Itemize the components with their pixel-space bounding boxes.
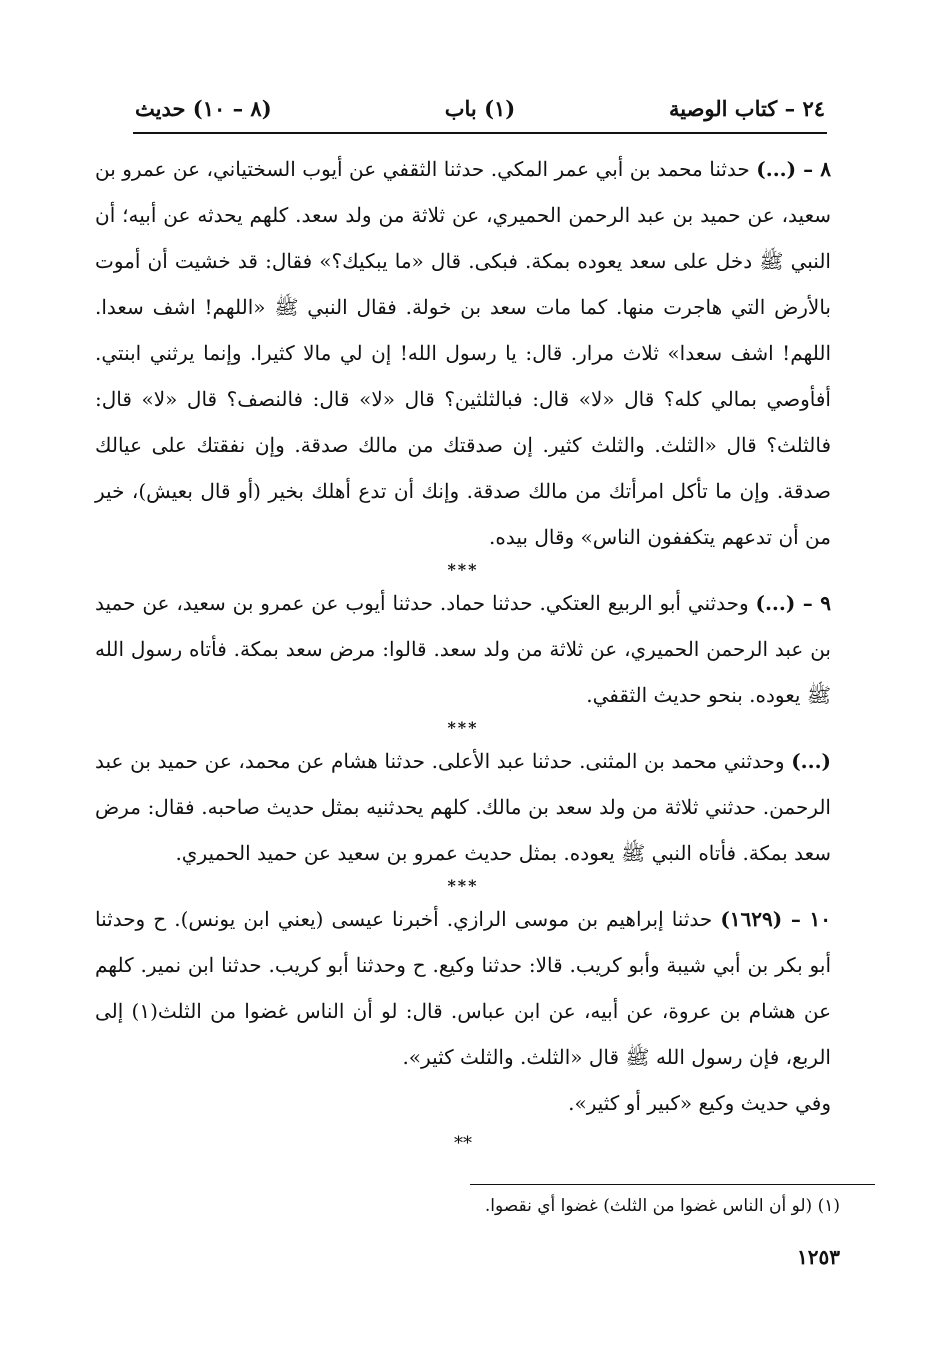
hadith-8-text: حدثنا محمد بن أبي عمر المكي. حدثنا الثقفي عن أيوب السختياني، عن عمرو بن سعيد، عن حميد بن عبد الرحمن الحميري، عن ثلاثة من ولد سعد. كلهم يحدثه عن أبيه؛ أن النبي ﷺ دخل على سعد يعوده بمكة. فبكى. قال «ما يبكيك؟» فقال: قد خشيت أن أموت بالأرض التي هاجرت منها. كما مات سعد بن خولة. فقال النبي ﷺ «اللهم! اشف سعدا. اللهم! اشف سعدا» ثلاث مرار. قال: يا رسول الله! إن لي مالا كثيرا. وإنما يرثني ابنتي. أفأوصي بمالي كله؟ قال «لا» قال: فبالثلثين؟ قال «لا» قال: فالنصف؟ قال «لا» قال: فالثلث؟ قال «الثلث. والثلث كثير. إن صدقتك من مالك صدقة. وإن نفقتك على عيالك صدقة. وإن ما تأكل امرأتك من مالك صدقة. وإنك أن تدع أهلك بخير (أو قال بعيش)، خير من أن تدعهم يتكففون الناس» وقال بيده. — [95, 157, 832, 549]
hadith-9b-text: وحدثني محمد بن المثنى. حدثنا عبد الأعلى. حدثنا هشام عن محمد، عن حميد بن عبد الرحمن. حدثني ثلاثة من ولد سعد بن مالك. كلهم يحدثنيه بمثل حديث صاحبه. فقال: مرض سعد بمكة. فأتاه النبي ﷺ يعوده. بمثل حديث عمرو بن سعيد عن حميد الحميري. — [95, 749, 831, 865]
hadith-9b-number: (...) — [791, 749, 832, 773]
chapter-label: (١) باب — [444, 96, 516, 121]
separator-1: *** — [447, 560, 479, 579]
hadith-range: (٨ – ١٠) حديث — [135, 96, 272, 121]
hadith-8-number: ٨ – (...) — [756, 157, 832, 181]
hadith-8 — [95, 146, 831, 560]
hadith-10-number: ١٠ – (١٦٢٩) — [720, 907, 831, 931]
hadith-9b — [95, 738, 831, 876]
main-text — [95, 146, 831, 1156]
closing-mark: ** — [454, 1133, 472, 1154]
hadith-9 — [95, 580, 831, 718]
footnote: (١) (لو أن الناس غضوا من الثلث) غضوا أي نقصوا. — [484, 1196, 840, 1216]
hadith-10-note: وفي حديث وكيع «كبير أو كثير». — [568, 1091, 831, 1115]
page-number: ١٢٥٣ — [797, 1245, 840, 1269]
separator-3: *** — [447, 876, 479, 895]
hadith-9-text: وحدثني أبو الربيع العتكي. حدثنا حماد. حدثنا أيوب عن عمرو بن سعيد، عن حميد بن عبد الرحمن الحميري، عن ثلاثة من ولد سعد. قالوا: مرض سعد بمكة. فأتاه رسول الله ﷺ يعوده. بنحو حديث الثقفي. — [95, 591, 831, 707]
hadith-10 — [95, 896, 831, 1080]
hadith-10-text: حدثنا إبراهيم بن موسى الرازي. أخبرنا عيسى (يعني ابن يونس). ح وحدثنا أبو بكر بن أبي شيبة وأبو كريب. قالا: حدثنا وكيع. ح وحدثنا أبو كريب. حدثنا ابن نمير. كلهم عن هشام بن عروة، عن أبيه، عن ابن عباس. قال: لو أن الناس غضوا من الثلث(١) إلى الربع، فإن رسول الله ﷺ قال «الثلث. والثلث كثير». — [95, 907, 831, 1069]
separator-2: *** — [447, 718, 479, 737]
book-title: ٢٤ – كتاب الوصية — [668, 96, 825, 121]
running-header — [135, 96, 825, 132]
footnote-rule — [470, 1184, 875, 1185]
header-rule — [133, 132, 827, 134]
hadith-9-number: ٩ – (...) — [755, 591, 831, 615]
